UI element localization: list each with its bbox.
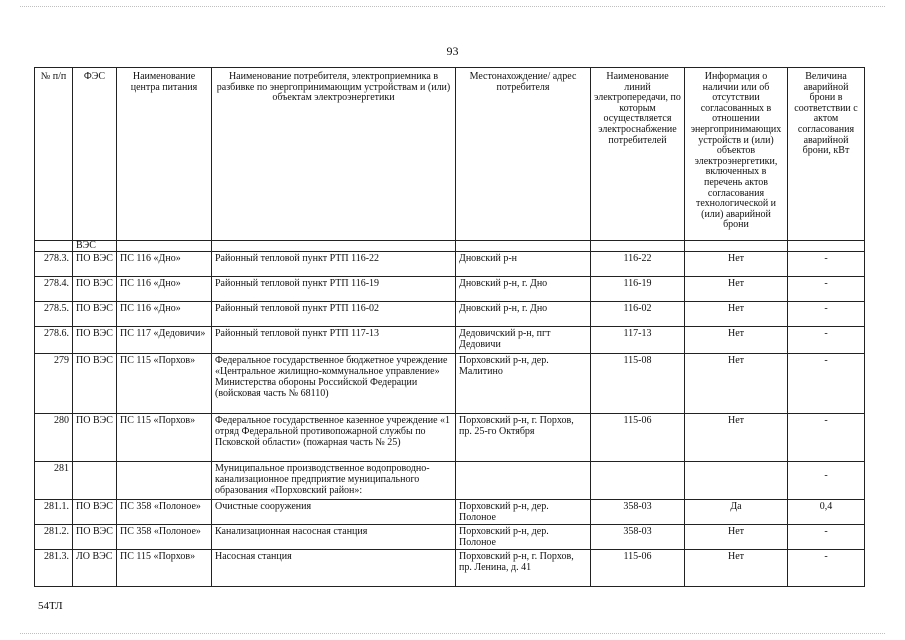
cell-center (117, 462, 212, 500)
cell-value: - (788, 277, 865, 302)
cell-fes: ПО ВЭС (73, 277, 117, 302)
cell-num: 278.5. (35, 302, 73, 327)
cell-location: Дновский р-н, г. Дно (456, 302, 591, 327)
cell-line: 115-06 (591, 550, 685, 587)
cell-consumer: Районный тепловой пункт РТП 116-19 (212, 277, 456, 302)
table-row (35, 277, 865, 302)
cell-consumer: Канализационная насосная станция (212, 525, 456, 550)
header-value: Величина аварийной брони в соответствии с актом согласования аварийной брони, кВт (788, 68, 865, 241)
scan-artifact-bottom (20, 633, 885, 635)
cell-value: - (788, 302, 865, 327)
cell-value: 0,4 (788, 500, 865, 525)
cell-line: 116-19 (591, 277, 685, 302)
cell-location: Порховский р-н, дер. Полоное (456, 500, 591, 525)
cell-center: ПС 115 «Порхов» (117, 550, 212, 587)
cell-location: Дновский р-н, г. Дно (456, 277, 591, 302)
cell-info: Нет (685, 327, 788, 354)
header-consumer: Наименование потребителя, электроприемника в разбивке по энергопринимающим устройствам и (или) объектам электроэнергетики (212, 68, 456, 241)
cell-info: Нет (685, 525, 788, 550)
cell-fes: ЛО ВЭС (73, 550, 117, 587)
cell-info: Нет (685, 302, 788, 327)
table-row (35, 327, 865, 354)
cell-center: ПС 358 «Полоное» (117, 500, 212, 525)
cell-info: Нет (685, 277, 788, 302)
cell-center: ПС 115 «Порхов» (117, 354, 212, 414)
cell-line: 115-06 (591, 414, 685, 462)
table-row (35, 500, 865, 525)
cell-center: ПС 116 «Дно» (117, 302, 212, 327)
cell-location (456, 462, 591, 500)
header-center: Наименование центра питания (117, 68, 212, 241)
cell-location: Порховский р-н, г. Порхов, пр. Ленина, д. 41 (456, 550, 591, 587)
cell-consumer: Федеральное государственное бюджетное учреждение «Центральное жилищно-коммунальное управление» Министерства обороны Российской Федерации (войсковая часть № 68110) (212, 354, 456, 414)
cell-fes: ПО ВЭС (73, 525, 117, 550)
cell-location: Дновский р-н (456, 252, 591, 277)
table-row (35, 302, 865, 327)
cell-location: Дедовичский р-н, пгт Дедовичи (456, 327, 591, 354)
cell-info: Нет (685, 550, 788, 587)
cell-line: 116-02 (591, 302, 685, 327)
document-code: 54ТЛ (38, 600, 63, 612)
cell-info: Да (685, 500, 788, 525)
cell-num: 281.1. (35, 500, 73, 525)
cell-fes: ПО ВЭС (73, 500, 117, 525)
cell-fes (73, 462, 117, 500)
cell-num: 281.3. (35, 550, 73, 587)
table-row (35, 354, 865, 414)
cell-num: 278.6. (35, 327, 73, 354)
cell-center: ПС 358 «Полоное» (117, 525, 212, 550)
cell-line: 117-13 (591, 327, 685, 354)
cell-fes: ПО ВЭС (73, 414, 117, 462)
cell-value (788, 241, 865, 252)
table-row (35, 414, 865, 462)
cell-fes: ПО ВЭС (73, 302, 117, 327)
cell-fes: ПО ВЭС (73, 252, 117, 277)
cell-fes: ВЭС (73, 241, 117, 252)
cell-line (591, 462, 685, 500)
cell-line: 116-22 (591, 252, 685, 277)
cell-info: Нет (685, 354, 788, 414)
cell-num: 278.3. (35, 252, 73, 277)
cell-info (685, 241, 788, 252)
cell-center (117, 241, 212, 252)
table-row-continuation (35, 241, 865, 252)
cell-consumer: Районный тепловой пункт РТП 116-02 (212, 302, 456, 327)
cell-consumer: Федеральное государственное казенное учреждение «1 отряд Федеральной противопожарной службы по Псковской области» (пожарная часть № 25) (212, 414, 456, 462)
cell-center: ПС 115 «Порхов» (117, 414, 212, 462)
cell-consumer: Районный тепловой пункт РТП 117-13 (212, 327, 456, 354)
cell-consumer (212, 241, 456, 252)
cell-center: ПС 117 «Дедовичи» (117, 327, 212, 354)
cell-value: - (788, 525, 865, 550)
cell-consumer: Насосная станция (212, 550, 456, 587)
cell-value: - (788, 252, 865, 277)
cell-location (456, 241, 591, 252)
cell-value: - (788, 550, 865, 587)
cell-info: Нет (685, 252, 788, 277)
cell-location: Порховский р-н, дер. Полоное (456, 525, 591, 550)
cell-num: 281 (35, 462, 73, 500)
header-fes: ФЭС (73, 68, 117, 241)
cell-fes: ПО ВЭС (73, 354, 117, 414)
cell-info: Нет (685, 414, 788, 462)
cell-num: 279 (35, 354, 73, 414)
cell-value: - (788, 414, 865, 462)
cell-num: 281.2. (35, 525, 73, 550)
cell-line: 358-03 (591, 500, 685, 525)
scan-artifact-top (20, 6, 885, 8)
cell-line (591, 241, 685, 252)
header-num: № п/п (35, 68, 73, 241)
cell-value: - (788, 327, 865, 354)
cell-num: 278.4. (35, 277, 73, 302)
cell-location: Порховский р-н, дер. Малитино (456, 354, 591, 414)
header-line: Наименование линий электропередачи, по которым осуществляется электроснабжение потребителей (591, 68, 685, 241)
table-row (35, 525, 865, 550)
cell-center: ПС 116 «Дно» (117, 277, 212, 302)
cell-center: ПС 116 «Дно» (117, 252, 212, 277)
header-info: Информация о наличии или об отсутствии согласованных в отношении энергопринимающих устройств и (или) объектов электроэнергетики, включенных в перечень актов согласования технологической и (или) аварийной брони (685, 68, 788, 241)
table-row (35, 462, 865, 500)
cell-value: - (788, 462, 865, 500)
page-number: 93 (446, 44, 459, 58)
cell-location: Порховский р-н, г. Порхов, пр. 25-го Октября (456, 414, 591, 462)
cell-value: - (788, 354, 865, 414)
cell-num: 280 (35, 414, 73, 462)
cell-info (685, 462, 788, 500)
table-row (35, 550, 865, 587)
header-location: Местонахождение/ адрес потребителя (456, 68, 591, 241)
cell-line: 115-08 (591, 354, 685, 414)
cell-line: 358-03 (591, 525, 685, 550)
cell-consumer: Районный тепловой пункт РТП 116-22 (212, 252, 456, 277)
table-row (35, 252, 865, 277)
cell-consumer: Муниципальное производственное водопроводно-канализационное предприятие муниципального образования «Порховский район»: (212, 462, 456, 500)
cell-consumer: Очистные сооружения (212, 500, 456, 525)
cell-num (35, 241, 73, 252)
cell-fes: ПО ВЭС (73, 327, 117, 354)
consumer-table (34, 67, 865, 587)
table-header-row (35, 68, 865, 241)
